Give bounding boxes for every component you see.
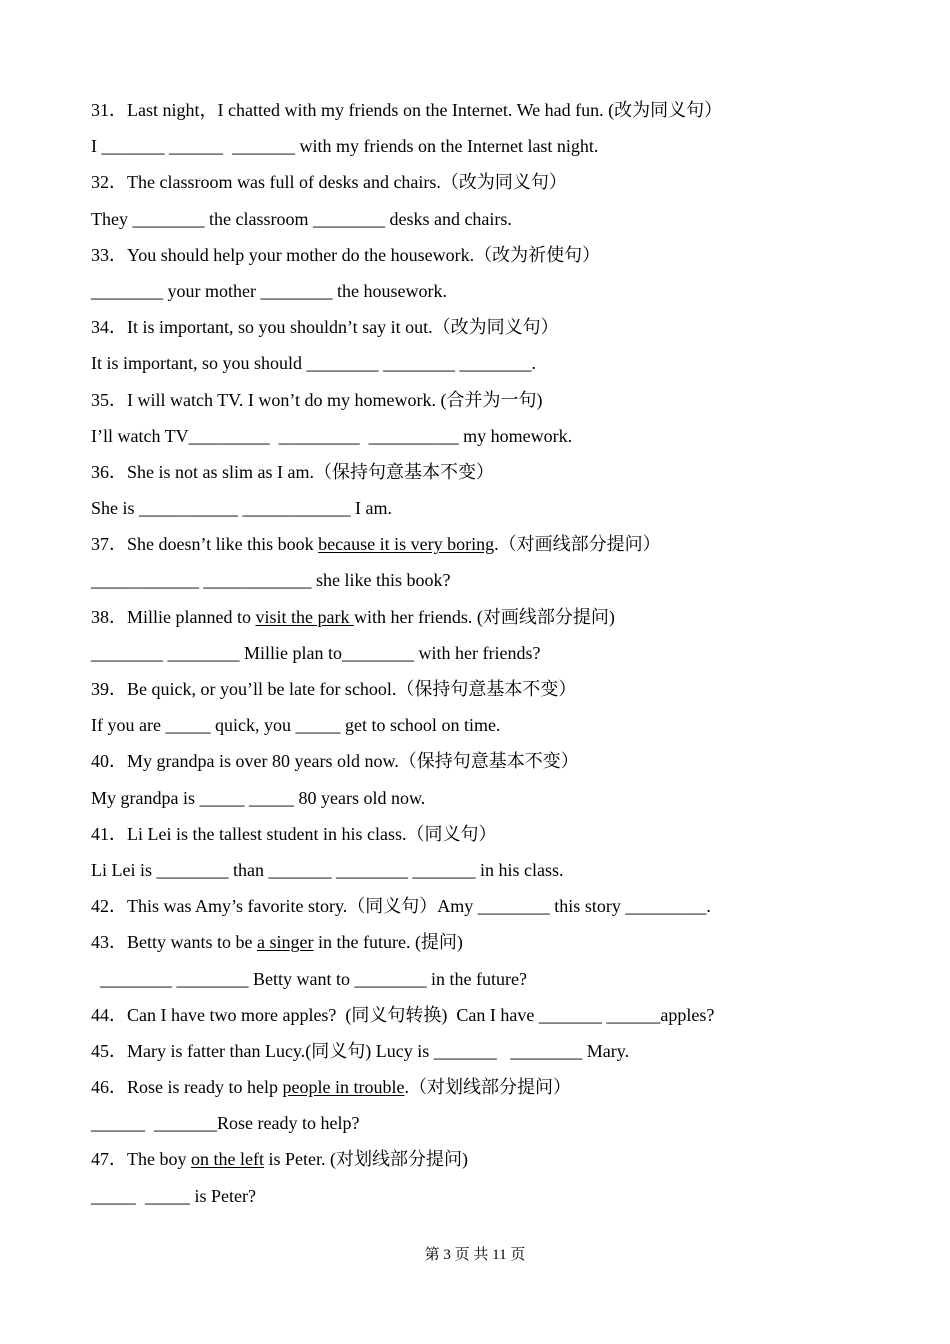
exercise-question-line	[91, 888, 891, 924]
exercise-question-line	[91, 1178, 891, 1214]
line-text: is Peter. (对划线部分提问)	[263, 1149, 468, 1170]
underlined-text: a singer	[256, 932, 314, 953]
line-text: 33．You should help your mother do the housework.（改为祈使句）	[91, 244, 601, 265]
exercise-answer-line	[91, 345, 891, 381]
exercise-answer-line	[91, 1141, 891, 1177]
line-text: 38．Millie planned to	[91, 606, 256, 627]
line-text: Li Lei is ________ than _______ ________ _______ in his class.	[91, 859, 564, 880]
line-text: 47．The boy	[91, 1149, 191, 1170]
line-text: 31．Last night，I chatted with my friends on the Internet. We had fun. (改为同义句）	[91, 100, 723, 120]
exercise-question-line	[91, 526, 891, 562]
exercise-question-line	[91, 382, 891, 418]
exercise-answer-line	[91, 707, 891, 743]
exercise-answer-line	[91, 201, 891, 237]
line-text: 45．Mary is fatter than Lucy.(同义句) Lucy is _______ ________ Mary.	[91, 1040, 630, 1061]
line-text: ________ ________ Millie plan to________ with her friends?	[91, 642, 541, 663]
exercise-answer-line	[91, 128, 891, 164]
line-text: 46．Rose is ready to help	[91, 1077, 283, 1098]
exercise-answer-line	[91, 490, 891, 526]
line-text: 34．It is important, so you shouldn’t say it out.（改为同义句）	[91, 317, 559, 338]
line-text: .（对画线部分提问）	[494, 534, 661, 555]
line-text: 35．I will watch TV. I won’t do my homework. (合并为一句)	[91, 389, 543, 410]
line-text: 40．My grandpa is over 80 years old now.（保持句意基本不变）	[91, 751, 579, 772]
exercise-question-line	[91, 309, 891, 345]
exercise-question-line	[91, 743, 891, 779]
exercise-question-line	[91, 1033, 891, 1069]
page-footer: 第 3 页 共 11 页	[424, 1247, 526, 1263]
exercise-question-line	[91, 454, 891, 490]
line-text: 37．She doesn’t like this book	[91, 534, 319, 555]
exercise-answer-line	[91, 924, 891, 960]
line-text: If you are _____ quick, you _____ get to school on time.	[91, 715, 501, 736]
exercise-list	[91, 92, 891, 1214]
exercise-question-line	[91, 671, 891, 707]
exercise-answer-line	[91, 1069, 891, 1105]
underlined-text: people in trouble	[282, 1077, 405, 1098]
exercise-question-line	[91, 961, 891, 997]
line-text: 36．She is not as slim as I am.（保持句意基本不变）	[91, 461, 494, 482]
exercise-answer-line	[91, 852, 891, 888]
line-text: with her friends. (对画线部分提问)	[353, 606, 615, 627]
underlined-text: on the left	[190, 1149, 264, 1170]
exercise-question-line	[91, 237, 891, 273]
exercise-answer-line	[91, 780, 891, 816]
line-text: .（对划线部分提问）	[404, 1077, 571, 1098]
line-text: 42．This was Amy’s favorite story.（同义句）Amy ________ this story _________.	[91, 896, 711, 917]
line-text: in the future. (提问)	[313, 932, 463, 953]
exercise-question-line	[91, 599, 891, 635]
exercise-answer-line	[91, 273, 891, 309]
underlined-text: visit the park	[255, 606, 354, 627]
line-text: ______ _______Rose ready to help?	[91, 1113, 360, 1134]
exercise-answer-line	[91, 418, 891, 454]
exercise-answer-line	[91, 562, 891, 598]
line-text: My grandpa is _____ _____ 80 years old now.	[91, 787, 426, 808]
line-text: 43．Betty wants to be	[91, 932, 257, 953]
line-text: 41．Li Lei is the tallest student in his class.（同义句）	[91, 823, 497, 844]
line-text: ____________ ____________ she like this book?	[91, 570, 451, 591]
line-text: She is ___________ ____________ I am.	[91, 498, 392, 519]
line-text: ________ ________ Betty want to ________ in the future?	[91, 968, 527, 989]
exercise-answer-line	[91, 997, 891, 1033]
line-text: 44．Can I have two more apples? (同义句转换) Can I have _______ ______apples?	[91, 1004, 715, 1025]
line-text: They ________ the classroom ________ desks and chairs.	[91, 208, 512, 229]
line-text: ________ your mother ________ the housework.	[91, 280, 447, 301]
exercise-question-line	[91, 92, 891, 128]
line-text: _____ _____ is Peter?	[91, 1185, 256, 1206]
exercise-question-line	[91, 816, 891, 852]
line-text: I’ll watch TV_________ _________ __________ my homework.	[91, 425, 573, 446]
line-text: 39．Be quick, or you’ll be late for school.（保持句意基本不变）	[91, 679, 577, 699]
line-text: 32．The classroom was full of desks and chairs.（改为同义句）	[91, 172, 567, 193]
line-text: It is important, so you should ________ ________ ________.	[91, 353, 536, 374]
underlined-text: because it is very boring	[318, 534, 495, 555]
exercise-answer-line	[91, 635, 891, 671]
exercise-question-line	[91, 164, 891, 200]
exercise-question-line	[91, 1105, 891, 1141]
line-text: I _______ ______ _______ with my friends on the Internet last night.	[91, 136, 599, 157]
